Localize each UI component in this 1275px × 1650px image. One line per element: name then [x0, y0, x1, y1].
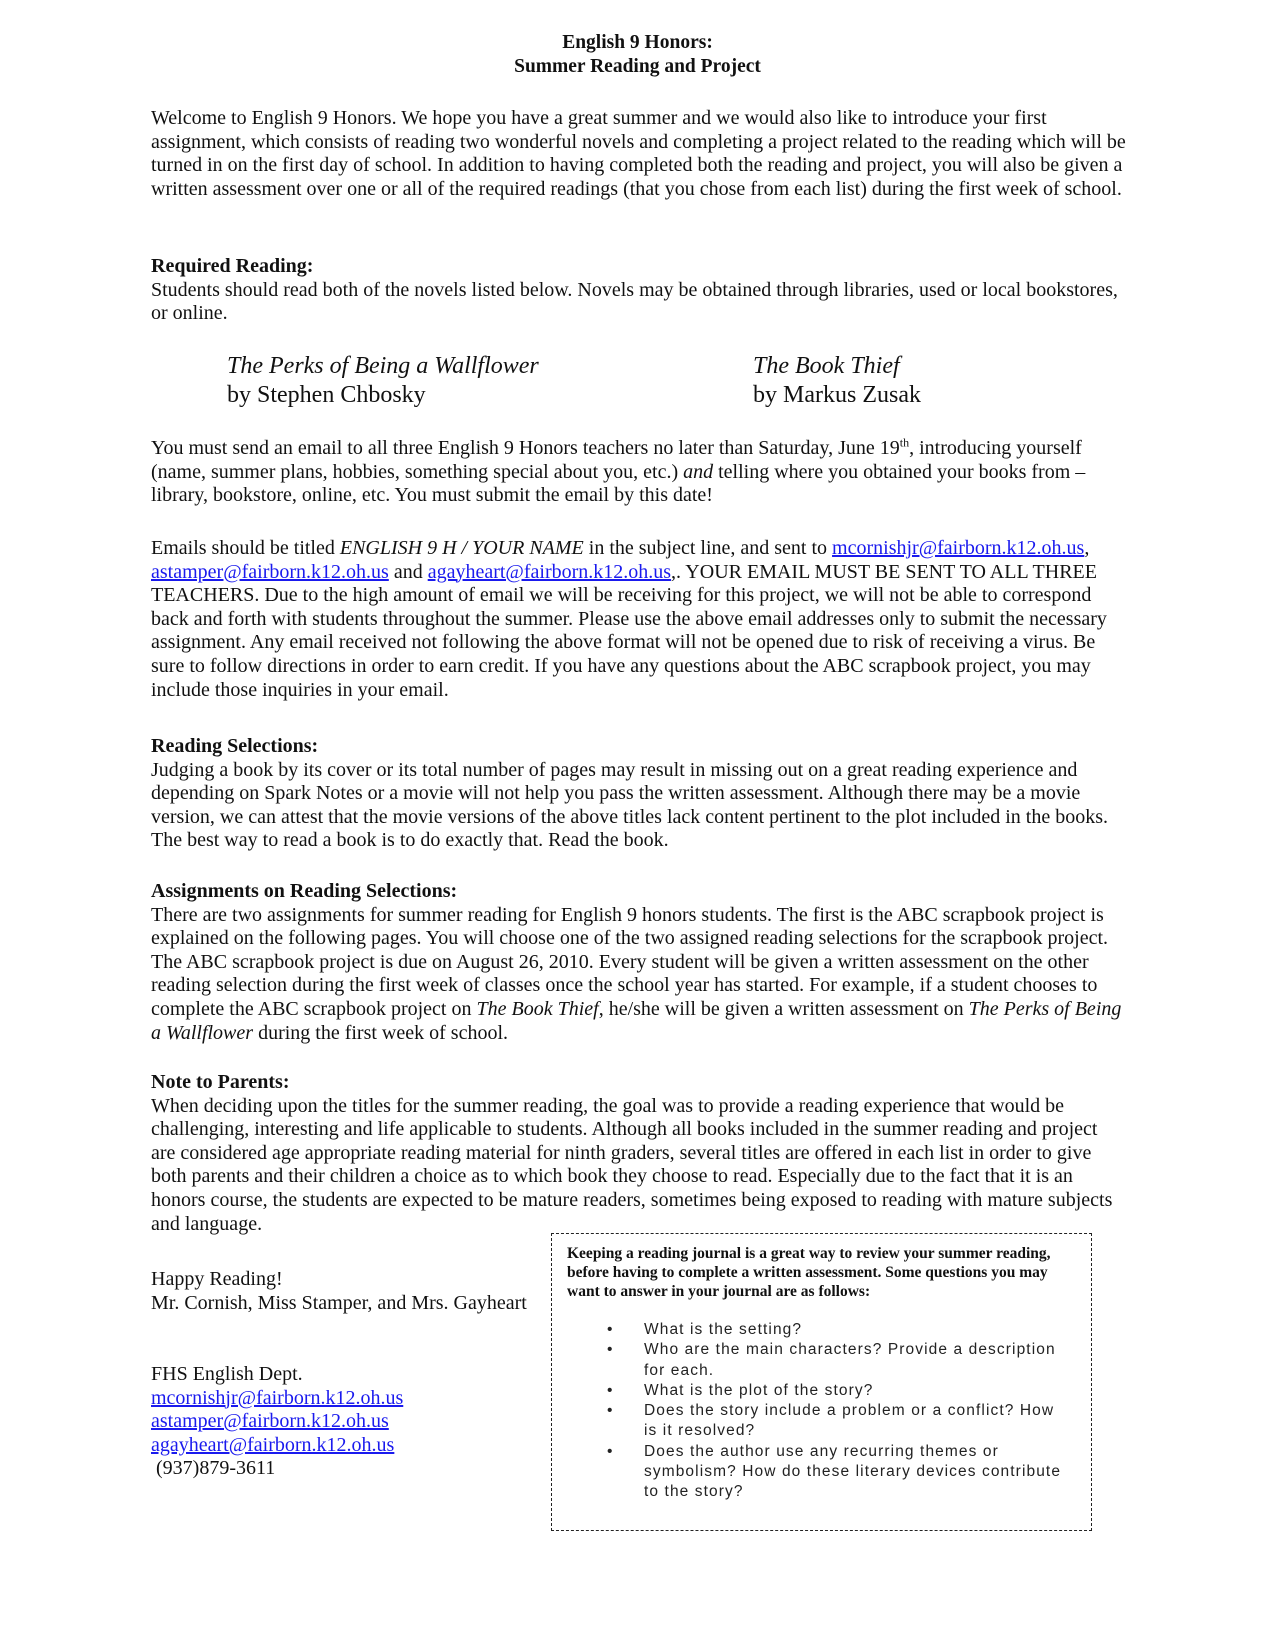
email-link-gayheart[interactable]: agayheart@fairborn.k12.oh.us: [427, 560, 672, 583]
journal-question: [552, 1401, 1082, 1442]
email-notice-paragraph: [151, 437, 1126, 508]
email-format-text: ,. YOUR EMAIL MUST BE SENT TO ALL THREE TEACHERS. Due to the high amount of email we will be receiving for this project, we will not be able to correspond back and forth with students throughout the summer. Please use the above email addresses only to submit the necessary assignment. Any email received not following the above format will not be opened due to risk of receiving a virus. Be sure to follow directions in order to earn credit. If you have any questions about the ABC scrapbook project, you may include those inquiries in your email.: [151, 560, 1107, 701]
contact-email-link[interactable]: astamper@fairborn.k12.oh.us: [151, 1410, 389, 1433]
separator: ,: [1084, 537, 1090, 559]
greeting: Happy Reading!: [151, 1268, 283, 1290]
email-format-paragraph: [151, 537, 1126, 702]
book-reference: The Book Thief: [476, 997, 599, 1020]
assignments-text: , he/she will be given a written assessment on: [598, 997, 969, 1020]
required-reading-heading: Required Reading:: [151, 255, 314, 277]
book-item: [227, 352, 539, 410]
journal-question: [552, 1442, 1082, 1503]
reading-selections-heading: Reading Selections:: [151, 735, 319, 757]
assignments-text: during the first week of school.: [253, 1021, 509, 1044]
question-text: Does the author use any recurring themes or symbolism? How do these literary devices contribute to the story?: [644, 1442, 1062, 1501]
journal-intro: Keeping a reading journal is a great way to review your summer reading, before having to complete a written assessment. Some questions you may want to answer in your journal are as follows:: [567, 1245, 1051, 1300]
contact-email-link[interactable]: agayheart@fairborn.k12.oh.us: [151, 1433, 395, 1456]
email-format-text: Emails should be titled: [151, 537, 340, 559]
teacher-names: Mr. Cornish, Miss Stamper, and Mrs. Gayheart: [151, 1291, 527, 1314]
phone-number: (937)879-3611: [151, 1457, 276, 1480]
reading-selections-section: [151, 735, 1126, 853]
book-reference: The Perks of Being a Wallflower: [151, 997, 1122, 1044]
journal-question: [552, 1381, 1082, 1401]
parents-note-text: When deciding upon the titles for the summer reading, the goal was to provide a reading experience that would be challenging, interesting and life applicable to students. Although all books included in the summer reading and project are considered age appropriate reading material for ninth graders, several titles are offered in each list in order to give both parents and their children a choice as to which book they choose to read. Especially due to the fact that it is an honors course, the students are expected to be mature readers, sometimes being exposed to reading with mature subjects and language.: [151, 1094, 1113, 1235]
assignments-text: There are two assignments for summer reading for English 9 honors students. The first is the ABC scrapbook project is explained on the following pages. You will choose one of the two assigned reading selections for the scrapbook project. The ABC scrapbook project is due on August 26, 2010. Every student will be given a written assessment on the other reading selection during the first week of classes once the school year has started. For example, if a student chooses to complete the ABC scrapbook project on: [151, 903, 1109, 1020]
book-title: The Book Thief: [753, 353, 900, 379]
subject-format: ENGLISH 9 H / YOUR NAME: [339, 537, 584, 559]
required-reading-text: Students should read both of the novels listed below. Novels may be obtained through libraries, used or local bookstores, or online.: [151, 278, 1118, 325]
journal-question: [552, 1320, 1082, 1340]
title-line-1: English 9 Honors:: [562, 32, 713, 53]
email-notice-text: telling where you obtained your books from – library, bookstore, online, etc. You must submit the email by this date!: [151, 460, 1086, 507]
journal-question: [552, 1340, 1082, 1381]
intro-text: Welcome to English 9 Honors. We hope you have a great summer and we would also like to introduce your first assignment, which consists of reading two wonderful novels and completing a project related to the reading which will be turned in on the first day of school. In addition to having completed both the reading and project, you will also be given a written assessment over one or all of the required readings (that you chose from each list) during the first week of school.: [151, 107, 1126, 200]
bullet-icon: •: [607, 1442, 614, 1460]
emphasis: and: [683, 460, 714, 483]
separator: and: [388, 560, 428, 583]
bullet-icon: •: [607, 1321, 614, 1338]
question-text: What is the setting?: [644, 1321, 803, 1338]
department-name: FHS English Dept.: [151, 1363, 303, 1385]
email-link-cornish[interactable]: mcornishjr@fairborn.k12.oh.us: [832, 537, 1085, 559]
book-author: by Markus Zusak: [753, 382, 921, 408]
signoff: [151, 1268, 527, 1315]
email-notice-text: You must send an email to all three English 9 Honors teachers no later than Saturday, June 19: [151, 437, 900, 459]
question-text: Who are the main characters? Provide a description for each.: [644, 1341, 1056, 1379]
reading-selections-text: Judging a book by its cover or its total number of pages may result in missing out on a great reading experience and depending on Spark Notes or a movie will not help you pass the written assessment. Although there may be a movie version, we can attest that the movie versions of the above titles lack content pertinent to the plot included in the books. The best way to read a book is to do exactly that. Read the book.: [151, 758, 1108, 852]
ordinal-suffix: th: [899, 435, 910, 450]
assignments-section: [151, 880, 1126, 1045]
required-reading-section: [151, 255, 1126, 326]
book-title: The Perks of Being a Wallflower: [227, 353, 539, 379]
document-title: [0, 31, 1275, 79]
assignments-heading: Assignments on Reading Selections:: [151, 880, 458, 902]
book-item: [753, 352, 921, 410]
bullet-icon: •: [607, 1381, 614, 1399]
title-line-2: Summer Reading and Project: [514, 56, 761, 77]
bullet-icon: •: [607, 1402, 614, 1420]
journal-questions: [552, 1320, 1082, 1503]
contact-email-link[interactable]: mcornishjr@fairborn.k12.oh.us: [151, 1386, 404, 1409]
email-format-text: in the subject line, and sent to: [583, 537, 833, 559]
reading-journal-box: [551, 1233, 1092, 1531]
parents-note-section: [151, 1071, 1126, 1236]
intro-paragraph: [151, 107, 1126, 201]
email-notice-text: , introducing yourself (name, summer plans, hobbies, something special about you, etc.): [151, 437, 1082, 483]
department-contact: [151, 1363, 403, 1481]
question-text: Does the story include a problem or a conflict? How is it resolved?: [644, 1402, 1055, 1440]
question-text: What is the plot of the story?: [644, 1381, 874, 1399]
parents-note-heading: Note to Parents:: [151, 1071, 290, 1093]
book-author: by Stephen Chbosky: [227, 382, 426, 408]
bullet-icon: •: [607, 1341, 614, 1359]
email-link-stamper[interactable]: astamper@fairborn.k12.oh.us: [151, 560, 389, 583]
